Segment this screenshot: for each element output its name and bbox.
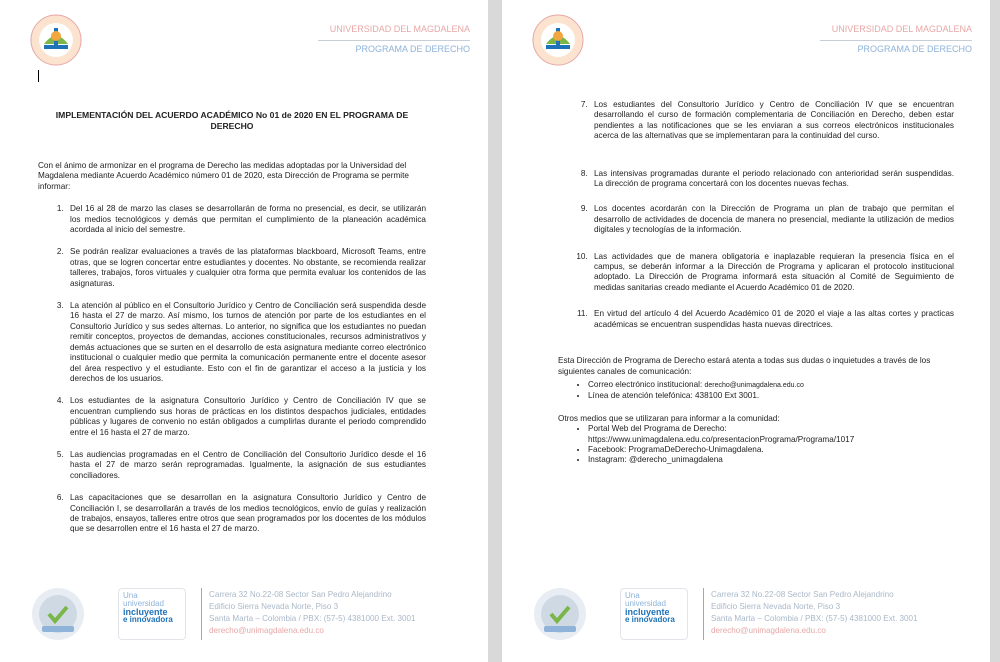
text-cursor [38, 70, 39, 82]
footer-address [209, 589, 416, 637]
slogan-line: universidad [625, 599, 666, 608]
slogan-line: universidad [123, 599, 164, 608]
address-line: Santa Marta – Colombia / PBX: (57-5) 4381000 Ext. 3001 [711, 614, 918, 623]
list-item [588, 424, 954, 445]
slogan-line: Una [625, 591, 640, 600]
list-item: 8. Las intensivas programadas durante el periodo relacionado con anterioridad serán suspendidas. La dirección de programa concertará con los docentes nuevas fechas. [590, 169, 954, 190]
list-item: 11. En virtud del artículo 4 del Acuerdo Académico 01 de 2020 el viaje a las altas cortes y practicas académicas se encuentran suspendidas hasta nuevas directrices. [590, 309, 954, 330]
media-list [558, 424, 954, 466]
list-item: 4. Los estudiantes de la asignatura Consultorio Jurídico y Centro de Conciliación IV que se encuentran cumpliendo sus horas de prácticas en los distintos despachos judiciales, entidades públicas y lugares de convenio no están obligados a cumplirlas durante el periodo comprendido entre el 16 hasta el 27 de marzo. [66, 396, 426, 438]
list-item: 9. Los docentes acordarán con la Dirección de Programa un plan de trabajo que permitan el desarrollo de actividades de docencia de manera no presencial, mediante la utilización de medios digitales y tecnologías de la información. [590, 204, 954, 235]
accreditation-seal-icon [532, 586, 588, 642]
page-2-body [558, 100, 954, 466]
footer-logos [28, 584, 198, 644]
header-divider [318, 40, 470, 41]
other-media-title: Otros medios que se utilizaran para informar a la comunidad: [558, 413, 780, 423]
footer-logos [530, 584, 700, 644]
address-line: Carrera 32 No.22-08 Sector San Pedro Alejandrino [209, 590, 392, 599]
footer-email: derecho@unimagdalena.edu.co [711, 626, 826, 635]
header-divider [820, 40, 972, 41]
document-page-2 [502, 0, 990, 662]
page-1-body [38, 110, 426, 547]
document-page-1 [0, 0, 488, 662]
slogan-line: e innovadora [123, 615, 173, 624]
measures-list-part-1 [38, 204, 426, 535]
list-item: 1. Del 16 al 28 de marzo las clases se desarrollarán de forma no presencial, es decir, se utilizarán los medios tecnológicos y demás que permitan el cumplimiento de la planeación académica acordada al inicio del semestre. [66, 204, 426, 235]
list-item: 3. La atención al público en el Consultorio Jurídico y Centro de Conciliación será suspendida desde 16 hasta el 27 de marzo. Así mismo, los turnos de atención por parte de los estudiantes en el Consultorio Jurídico y sus sedes alternas. Lo anterior, no significa que los estudiantes no puedan remitir conceptos, proyectos de demandas, acciones constitucionales, recursos administrativos y demás actuaciones que se surten en el desarrollo de esta asignatura mediante correo electrónico institucional o cualquier medio que permita la comunicación permanente entre el docente asesor del área respectivo y el estudiante. Esto con el fin de garantizar el acceso a la justicia y los derechos de los usuarios. [66, 301, 426, 384]
list-item [588, 380, 954, 391]
slogan-line: Una [123, 591, 138, 600]
list-item: 6. Las capacitaciones que se desarrollan en la asignatura Consultorio Jurídico y Centro de Conciliación I, se desarrollarán a través de los medios tecnológicos, envío de guías y realización de trabajos, ensayos, talleres entre otros que sean programados por los docentes de los módulos que se desarrollen entre el 16 hasta el 27 de marzo. [66, 493, 426, 535]
email-label: Correo electrónico institucional: [588, 379, 703, 389]
slogan-badge [118, 588, 186, 640]
web-label: Portal Web del Programa de Derecho: [588, 424, 727, 434]
intro-paragraph: Con el ánimo de armonizar en el programa de Derecho las medidas adoptadas por la Universidad del Magdalena mediante Acuerdo Académico número 01 de 2020, esta Dirección de Programa se permite informar: [38, 161, 409, 191]
accreditation-seal-icon [30, 586, 86, 642]
slogan-line: e innovadora [625, 615, 675, 624]
footer-address [711, 589, 918, 637]
list-item: • Línea de atención telefónica: 438100 Ext 3001. [588, 391, 954, 401]
measures-list-part-2 [558, 100, 954, 330]
slogan-line: incluyente [625, 607, 670, 617]
header-program-name: PROGRAMA DE DERECHO [857, 44, 972, 54]
header-university-name: UNIVERSIDAD DEL MAGDALENA [329, 24, 470, 34]
address-line: Santa Marta – Colombia / PBX: (57-5) 4381000 Ext. 3001 [209, 614, 416, 623]
footer-divider [703, 588, 704, 640]
slogan-badge [620, 588, 688, 640]
channels-list [558, 380, 954, 402]
address-line: Edificio Sierra Nevada Norte, Piso 3 [209, 602, 339, 611]
address-line: Edificio Sierra Nevada Norte, Piso 3 [711, 602, 841, 611]
footer-divider [201, 588, 202, 640]
slogan-line: incluyente [123, 607, 168, 617]
list-item: • Instagram: @derecho_unimagdalena [588, 455, 954, 465]
university-logo-icon [30, 14, 82, 66]
header-university-name: UNIVERSIDAD DEL MAGDALENA [831, 24, 972, 34]
document-title: IMPLEMENTACIÓN DEL ACUERDO ACADÉMICO No 01 de 2020 EN EL PROGRAMA DE DERECHO [55, 110, 409, 131]
list-item: 10. Las actividades que de manera obligatoria e inaplazable requieran la presencia física en el campus, se deberán informar a la Dirección de Programa y aplicaran el protocolo institucional adoptado. La Dirección de Programa informará esta situación al Comité de Seguimiento de medidas sanitarias creado mediante el Acuerdo Académico 01 de 2020. [590, 252, 954, 294]
address-line: Carrera 32 No.22-08 Sector San Pedro Alejandrino [711, 590, 894, 599]
list-item: 5. Las audiencias programadas en el Centro de Conciliación del Consultorio Jurídico desde el 16 hasta el 27 de marzo serán reprogramadas. Igualmente, la asignación de sus estudiantes conciliadores. [66, 450, 426, 481]
list-item: 2. Se podrán realizar evaluaciones a través de las plataformas blackboard, Microsoft Teams, entre otras, que se logren concertar entre estudiantes y docentes. No obstante, se recomienda realizar talleres, trabajos, foros virtuales y cualquier otra forma que permita evaluar los contenidos de las asignaturas. [66, 247, 426, 289]
footer-email: derecho@unimagdalena.edu.co [209, 626, 324, 635]
attention-paragraph: Esta Dirección de Programa de Derecho estará atenta a todas sus dudas o inquietudes a través de los siguientes canales de comunicación: [558, 356, 931, 376]
web-link[interactable]: https://www.unimagdalena.edu.co/presentacionPrograma/Programa/1017 [588, 434, 855, 444]
list-item: • Facebook: ProgramaDeDerecho-Unimagdalena. [588, 445, 954, 455]
header-program-name: PROGRAMA DE DERECHO [355, 44, 470, 54]
list-item: 7. Los estudiantes del Consultorio Jurídico y Centro de Conciliación IV que se encuentran desarrollando el curso de formación complementaria de Conciliación en Derecho, deben estar pendientes a las notificaciones que se les enviaran a sus correos electrónicos institucionales acerca de las alternativas que se implementaran para la continuidad del curso. [590, 100, 954, 142]
university-logo-icon [532, 14, 584, 66]
email-link[interactable]: derecho@unimagdalena.edu.co [704, 381, 804, 389]
